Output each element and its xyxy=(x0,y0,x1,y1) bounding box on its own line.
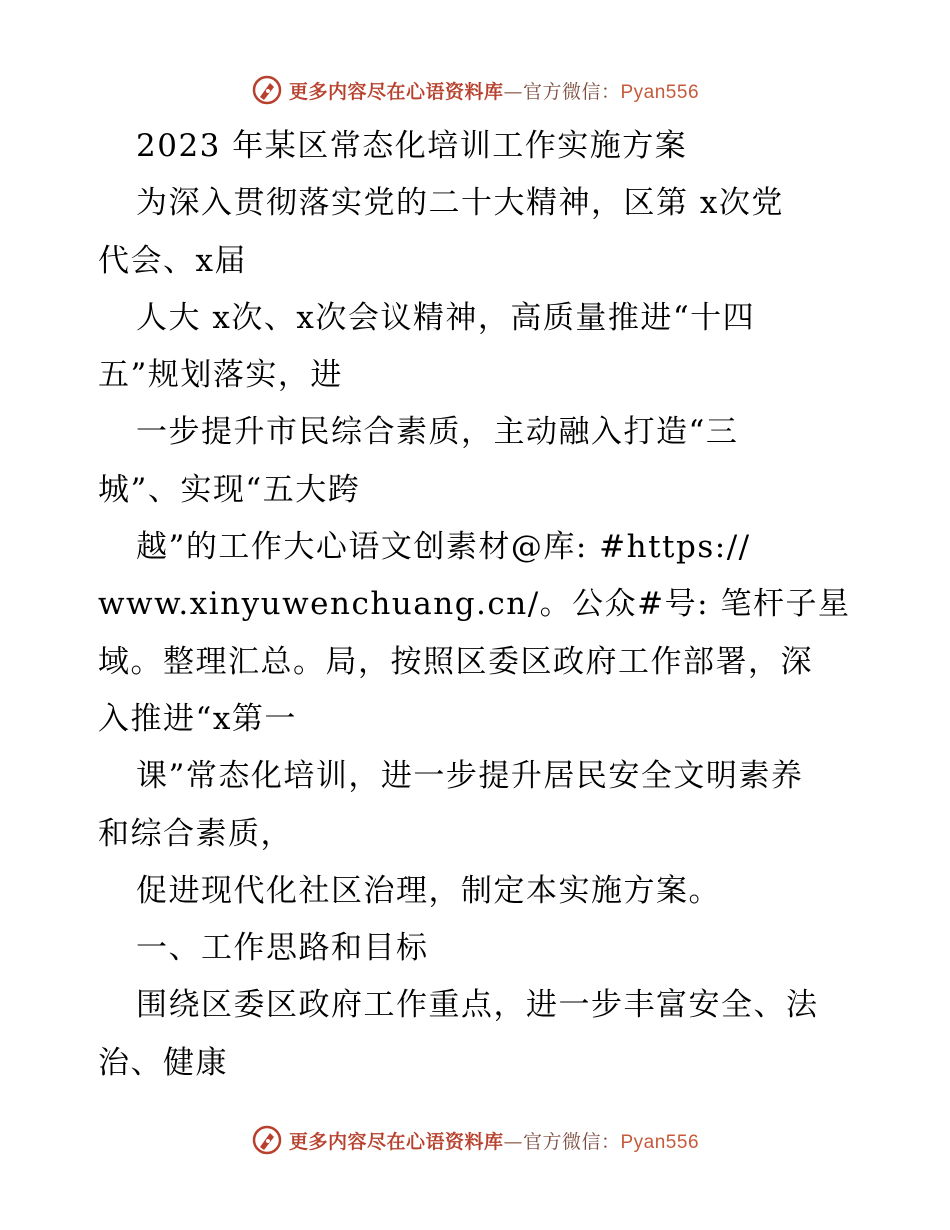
document-line: 城”、实现“五大跨 xyxy=(98,471,361,508)
footer-banner-main: 更多内容尽在心语资料库 xyxy=(288,1130,504,1153)
pen-nib-circle-icon xyxy=(251,74,283,106)
document-line: 促进现代化社区治理，制定本实施方案。 xyxy=(136,872,721,909)
document-line: 课”常态化培训，进一步提升居民安全文明素养 xyxy=(136,758,804,795)
header-banner-sep: — xyxy=(503,80,523,103)
header-banner-text xyxy=(289,77,699,104)
document-line: 治、健康 xyxy=(98,1044,228,1081)
document-line: 越”的工作大心语文创素材@库: #https:// xyxy=(136,529,751,566)
footer-banner xyxy=(0,1120,950,1160)
document-line: 一、工作思路和目标 xyxy=(136,930,429,967)
footer-banner-text xyxy=(289,1127,699,1154)
document-line: 人大 x次、x次会议精神，高质量推进“十四 xyxy=(136,299,756,336)
document-line: 和综合素质， xyxy=(98,815,293,852)
document-body xyxy=(98,118,858,1092)
document-line: 五”规划落实，进 xyxy=(98,357,343,394)
footer-banner-sep: — xyxy=(503,1130,523,1153)
footer-banner-wechat: 官方微信： xyxy=(522,1130,621,1153)
document-line: 域。整理汇总。局，按照区委区政府工作部署，深 xyxy=(98,643,813,680)
header-banner-id: Pyan556 xyxy=(620,81,700,103)
header-banner-wechat: 官方微信： xyxy=(522,80,621,103)
document-line: 2023 年某区常态化培训工作实施方案 xyxy=(136,128,688,164)
document-line: 一步提升市民综合素质，主动融入打造“三 xyxy=(136,414,739,451)
header-banner-main: 更多内容尽在心语资料库 xyxy=(288,80,504,103)
document-line: 代会、x届 xyxy=(98,242,247,279)
document-line: 为深入贯彻落实党的二十大精神，区第 x次党 xyxy=(136,185,784,222)
pen-nib-circle-icon xyxy=(251,1124,283,1156)
document-line: 入推进“x第一 xyxy=(98,700,297,737)
header-banner xyxy=(0,70,950,110)
document-line: 围绕区委区政府工作重点，进一步丰富安全、法 xyxy=(136,987,819,1024)
footer-banner-id: Pyan556 xyxy=(620,1131,700,1153)
document-line: www.xinyuwenchuang.cn/。公众#号: 笔杆子星 xyxy=(98,586,851,623)
